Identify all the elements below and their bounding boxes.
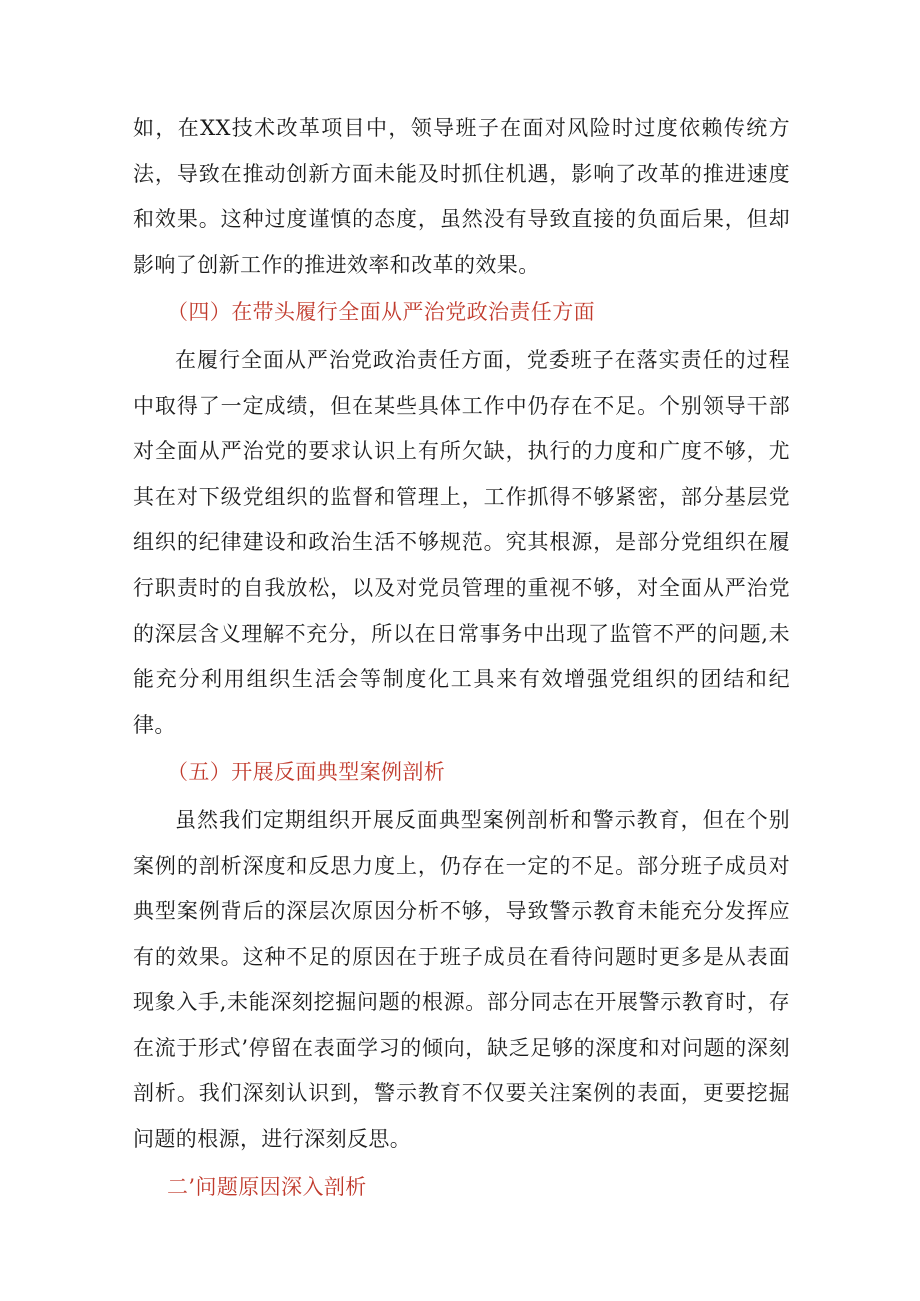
paragraph-party-responsibility: 在履行全面从严治党政治责任方面，党委班子在落实责任的过程中取得了一定成绩，但在某些具体工作中仍存在不足。个别领导干部对全面从严治党的要求认识上有所欠缺，执行的力度和广度不够，尤其在对下级党组织的监督和管理上，工作抓得不够紧密，部分基层党组织的纪律建设和政治生活不够规范。究其根源，是部分党组织在履行职责时的自我放松，以及对党员管理的重视不够，对全面从严治党的深层含义理解不充分，所以在日常事务中出现了监管不严的问题,未能充分利用组织生活会等制度化工具来有效增强党组织的团结和纪律。 <box>133 347 790 737</box>
section-heading-two: 二’问题原因深入剖析 <box>167 1174 367 1199</box>
paragraph-case-analysis: 虽然我们定期组织开展反面典型案例剖析和警示教育，但在个别案例的剖析深度和反思力度上，仍存在一定的不足。部分班子成员对典型案例背后的深层次原因分析不够，导致警示教育未能充分发挥应有的效果。这种不足的原因在于班子成员在看待问题时更多是从表面现象入手,未能深刻挖掘问题的根源。部分同志在开展警示教育时，存在流于形式’停留在表面学习的倾向，缺乏足够的深度和对问题的深刻剖析。我们深刻认识到，警示教育不仅要关注案例的表面，更要挖掘问题的根源，进行深刻反思。 <box>133 807 790 1152</box>
section-heading-five: （五）开展反面典型案例剖析 <box>167 760 446 785</box>
paragraph-intro: 如，在XX技术改革项目中，领导班子在面对风险时过度依赖传统方法，导致在推动创新方面未能及时抓住机遇，影响了改革的推进速度和效果。这种过度谨慎的态度，虽然没有导致直接的负面后果，但却影响了创新工作的推进效率和改革的效果。 <box>133 116 790 277</box>
section-heading-four: （四）在带头履行全面从严治党政治责任方面 <box>167 300 595 325</box>
